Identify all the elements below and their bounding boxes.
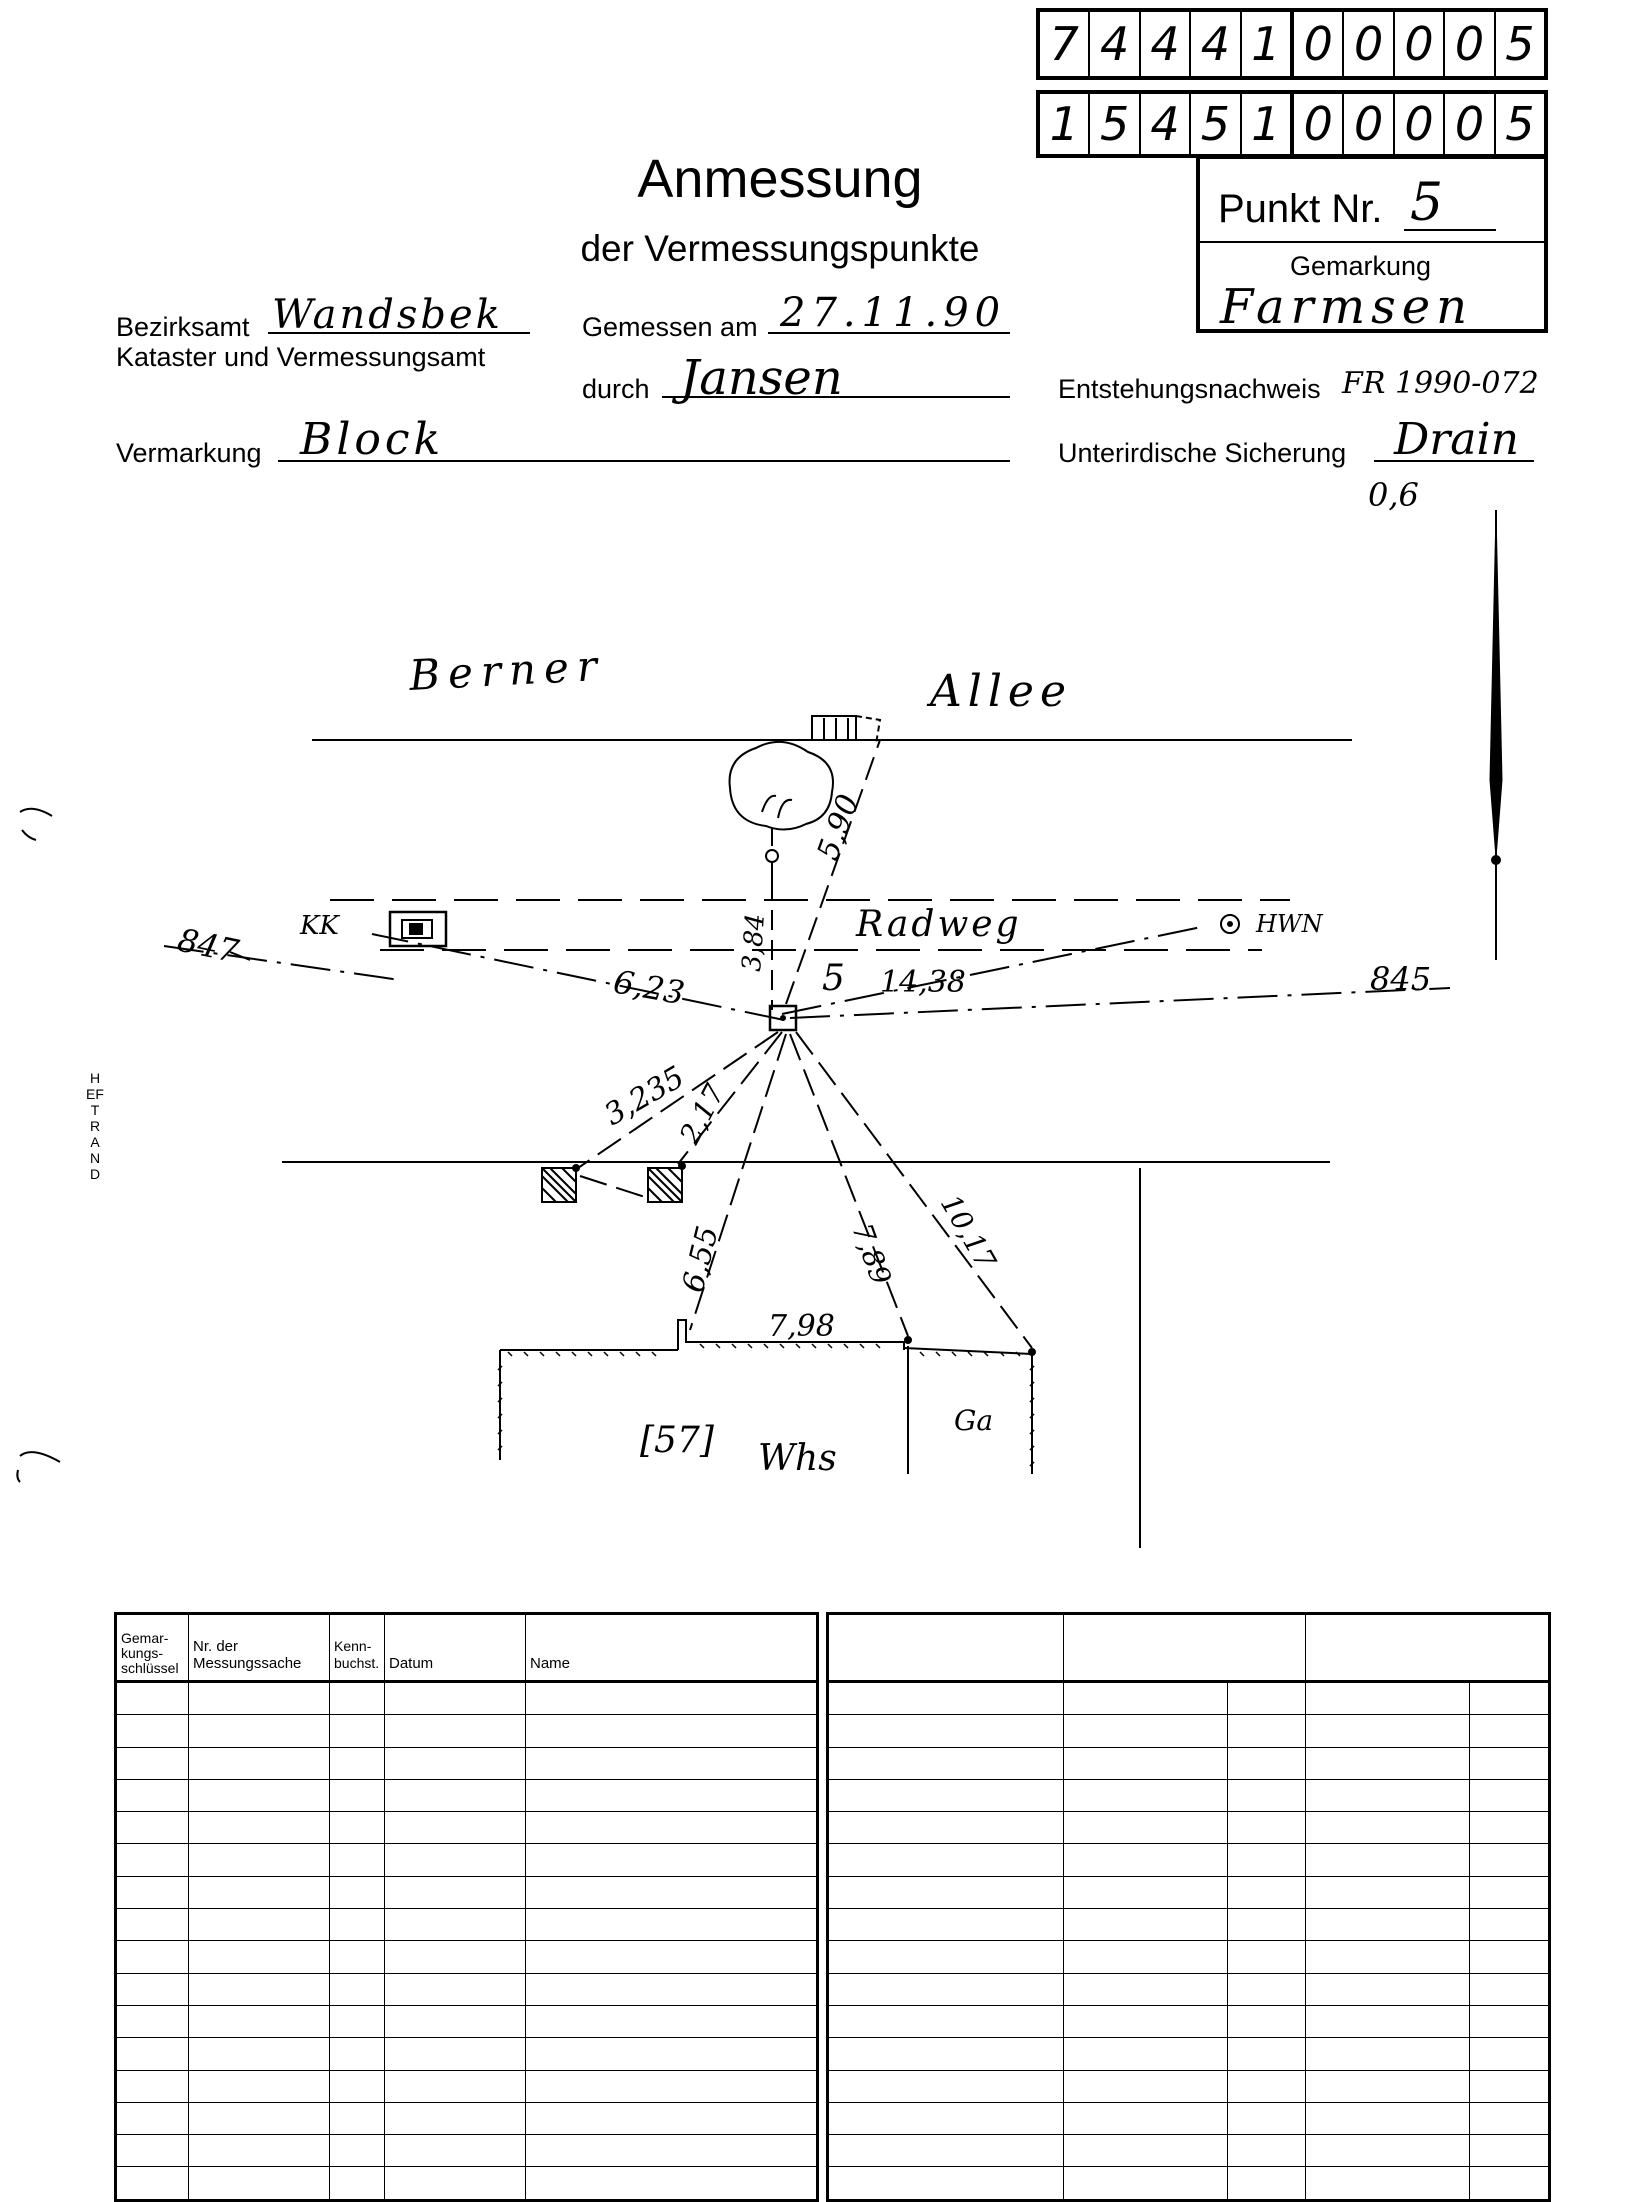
table-cell: [828, 1812, 1064, 1844]
table-cell: [828, 2102, 1064, 2134]
table-cell: [1306, 1973, 1470, 2005]
table-cell: [1306, 2005, 1470, 2037]
table-cell: [116, 1779, 189, 1811]
header-messungssache: [189, 1614, 330, 1682]
table-cell: [1306, 1715, 1470, 1747]
vermarkung-value: Block: [300, 414, 445, 465]
table-row: [828, 2167, 1550, 2200]
punkt-label: Punkt Nr.: [1218, 187, 1383, 231]
table-cell: [1470, 2135, 1550, 2167]
table-cell: [526, 1715, 818, 1747]
measure-623: 6,23: [610, 962, 688, 1013]
bezirksamt-label: Bezirksamt: [116, 312, 250, 342]
table-cell: [1306, 1682, 1470, 1715]
digit-cell: 0: [1290, 94, 1342, 154]
table-row: [116, 1715, 818, 1747]
table-cell: [1228, 1876, 1306, 1908]
table-cell: [189, 1715, 330, 1747]
table-cell: [526, 2005, 818, 2037]
table-cell: [189, 1941, 330, 1973]
table-cell: [116, 1812, 189, 1844]
table-cell: [1064, 2102, 1228, 2134]
table-cell: [526, 1747, 818, 1779]
digit-cell: 4: [1189, 12, 1239, 76]
table-cell: [828, 2167, 1064, 2200]
ga-label: Ga: [954, 1404, 994, 1437]
table-cell: [526, 2135, 818, 2167]
table-cell: [1470, 2005, 1550, 2037]
durch-label: durch: [582, 374, 650, 404]
table-cell: [1228, 2038, 1306, 2070]
table-cell: [828, 1876, 1064, 1908]
table-cell: [330, 1715, 385, 1747]
digit-cell: 4: [1088, 12, 1138, 76]
table-cell: [526, 1876, 818, 1908]
table-cell: [189, 2005, 330, 2037]
table-cell: [189, 2135, 330, 2167]
table-cell: [1470, 2167, 1550, 2200]
hdr3: Datum: [389, 1655, 434, 1672]
table-cell: [189, 2070, 330, 2102]
table-cell: [330, 1844, 385, 1876]
table-cell: [1470, 1941, 1550, 1973]
digit-cell: 5: [1088, 94, 1138, 154]
table-row: [116, 1909, 818, 1941]
table-row: [116, 1812, 818, 1844]
table-cell: [1228, 2167, 1306, 2200]
table-cell: [1228, 2102, 1306, 2134]
table-cell: [1064, 1973, 1228, 2005]
table-cell: [116, 1909, 189, 1941]
digit-cell: 0: [1393, 12, 1443, 76]
table-cell: [189, 1876, 330, 1908]
hdr4: Name: [530, 1655, 571, 1672]
digit-cell: 5: [1494, 12, 1544, 76]
table-cell: [1470, 2070, 1550, 2102]
table-cell: [1228, 1779, 1306, 1811]
table-cell: [1228, 1682, 1306, 1715]
table-cell: [116, 1973, 189, 2005]
gemessen-label: Gemessen am: [582, 312, 758, 342]
table-cell: [1470, 1909, 1550, 1941]
measure-789: 7,89: [845, 1219, 898, 1289]
table-cell: [116, 1941, 189, 1973]
table-cell: [116, 1747, 189, 1779]
measure-590: 5,90: [810, 789, 867, 865]
digit-cell: 7: [1049, 17, 1079, 71]
digit-cell: 0: [1342, 94, 1392, 154]
header-kennbuchst: [330, 1614, 385, 1682]
table-cell: [1306, 2102, 1470, 2134]
table-cell: [1064, 2038, 1228, 2070]
table-row: [828, 1715, 1550, 1747]
table-cell: [828, 1779, 1064, 1811]
table-cell: [526, 2102, 818, 2134]
table-cell: [1306, 1909, 1470, 1941]
hwn-label: HWN: [1256, 910, 1323, 938]
gemarkung-value: Farmsen: [1220, 279, 1474, 335]
table-cell: [1306, 1779, 1470, 1811]
table-cell: [1228, 2135, 1306, 2167]
table-cell: [828, 2038, 1064, 2070]
table-cell: [1306, 2070, 1470, 2102]
table-cell: [189, 2102, 330, 2134]
ref-845: 845: [1370, 960, 1432, 998]
whs-label: Whs: [758, 1438, 837, 1479]
table-cell: [385, 2005, 526, 2037]
table-cell: [330, 1941, 385, 1973]
street-name-right: Allee: [930, 666, 1072, 717]
measure-3235: 3,235: [598, 1059, 691, 1133]
table-cell: [116, 2070, 189, 2102]
table-cell: [526, 1779, 818, 1811]
table-row: [828, 1747, 1550, 1779]
header-right-3: [1306, 1614, 1550, 1682]
table-cell: [1470, 1876, 1550, 1908]
table-cell: [1470, 2038, 1550, 2070]
table-cell: [385, 1682, 526, 1715]
table-cell: [1228, 1973, 1306, 2005]
digit-cell: 1: [1049, 97, 1079, 151]
table-cell: [189, 1747, 330, 1779]
table-cell: [1470, 1747, 1550, 1779]
table-cell: [330, 1682, 385, 1715]
hdr2: Kenn- buchst.: [334, 1638, 380, 1671]
bezirksamt-value: Wandsbek: [272, 292, 503, 338]
table-cell: [330, 2135, 385, 2167]
table-cell: [828, 2005, 1064, 2037]
table-cell: [1306, 2038, 1470, 2070]
table-cell: [189, 1682, 330, 1715]
table-cell: [1064, 2135, 1228, 2167]
table-row: [828, 2070, 1550, 2102]
table-row: [116, 1747, 818, 1779]
table-cell: [385, 1715, 526, 1747]
table-cell: [385, 1844, 526, 1876]
table-cell: [330, 2005, 385, 2037]
table-row: [116, 2102, 818, 2134]
digit-cell: 5: [1494, 94, 1544, 154]
table-cell: [526, 1941, 818, 1973]
heftrand-label: HEFTRAND: [86, 1070, 104, 1182]
table-cell: [330, 1812, 385, 1844]
table-row: [116, 1941, 818, 1973]
measure-1438: 14,38: [880, 965, 966, 1000]
kataster-label: Kataster und Vermessungsamt: [116, 342, 486, 372]
table-cell: [189, 1812, 330, 1844]
table-cell: [526, 1909, 818, 1941]
table-cell: [385, 1779, 526, 1811]
measure-798: 7,98: [768, 1309, 835, 1344]
header-right-2: [1064, 1614, 1306, 1682]
table-cell: [116, 2102, 189, 2134]
street-name-left: Berner: [407, 640, 607, 700]
measure-1017: 10,17: [933, 1189, 1003, 1275]
table-cell: [526, 2038, 818, 2070]
table-cell: [385, 2135, 526, 2167]
header-gemarkungsschluessel: [116, 1614, 189, 1682]
table-cell: [385, 1941, 526, 1973]
table-row: [828, 1682, 1550, 1715]
table-cell: [189, 1779, 330, 1811]
table-cell: [828, 1973, 1064, 2005]
ref-847: 847: [174, 920, 242, 971]
table-row: [116, 2135, 818, 2167]
table-cell: [116, 2005, 189, 2037]
table-cell: [116, 2167, 189, 2200]
table-cell: [116, 2038, 189, 2070]
measure-655: 6,55: [675, 1222, 726, 1296]
table-row: [828, 1779, 1550, 1811]
table-cell: [1470, 1844, 1550, 1876]
table-cell: [330, 2102, 385, 2134]
table-row: [828, 2005, 1550, 2037]
measure-384: 3,84: [737, 912, 772, 973]
table-cell: [330, 1973, 385, 2005]
table-cell: [1228, 1844, 1306, 1876]
table-row: [828, 2102, 1550, 2134]
punkt-value: 5: [1410, 173, 1444, 233]
table-cell: [828, 2070, 1064, 2102]
table-cell: [1228, 1812, 1306, 1844]
table-cell: [828, 1747, 1064, 1779]
gemarkung-label: Gemarkung: [1290, 251, 1432, 281]
gemessen-value: 27.11.90: [780, 290, 1007, 336]
digit-cell: 4: [1139, 94, 1189, 154]
page-title: Anmessung: [637, 149, 923, 209]
header-right-1: [828, 1614, 1064, 1682]
table-cell: [1306, 1876, 1470, 1908]
table-cell: [330, 2070, 385, 2102]
digit-cell: 1: [1240, 94, 1290, 154]
table-cell: [828, 1909, 1064, 1941]
digit-cell: 0: [1393, 94, 1443, 154]
table-cell: [116, 1876, 189, 1908]
table-cell: [330, 1779, 385, 1811]
table-cell: [1470, 2102, 1550, 2134]
table-cell: [385, 1812, 526, 1844]
table-row: [116, 1876, 818, 1908]
table-row: [828, 1909, 1550, 1941]
table-row: [828, 2038, 1550, 2070]
digit-cell: 0: [1290, 12, 1342, 76]
table-cell: [385, 2167, 526, 2200]
entstehung-label: Entstehungsnachweis: [1058, 374, 1321, 404]
table-row: [116, 2167, 818, 2200]
table-cell: [1228, 2005, 1306, 2037]
table-cell: [1064, 1876, 1228, 1908]
digit-cell: 0: [1443, 94, 1493, 154]
table-cell: [385, 1876, 526, 1908]
table-cell: [189, 2038, 330, 2070]
table-cell: [526, 1812, 818, 1844]
table-cell: [828, 1715, 1064, 1747]
table-cell: [1470, 1715, 1550, 1747]
table-cell: [1064, 1747, 1228, 1779]
table-cell: [828, 2135, 1064, 2167]
table-cell: [385, 2038, 526, 2070]
table-cell: [330, 1747, 385, 1779]
page-subtitle: der Vermessungspunkte: [580, 228, 980, 269]
table-cell: [828, 1941, 1064, 1973]
vermarkung-label: Vermarkung: [116, 438, 262, 468]
table-cell: [1470, 1812, 1550, 1844]
table-row: [116, 1844, 818, 1876]
table-cell: [1306, 1747, 1470, 1779]
table-cell: [116, 1844, 189, 1876]
table-row: [828, 1876, 1550, 1908]
kk-label: KK: [300, 911, 339, 941]
table-cell: [1306, 2167, 1470, 2200]
sicherung-label: Unterirdische Sicherung: [1058, 438, 1347, 468]
table-cell: [1064, 2070, 1228, 2102]
table-row: [828, 1941, 1550, 1973]
table-cell: [116, 1715, 189, 1747]
table-row: [116, 2070, 818, 2102]
table-row: [828, 1812, 1550, 1844]
table-cell: [189, 2167, 330, 2200]
table-cell: [189, 1844, 330, 1876]
table-cell: [1064, 1941, 1228, 1973]
table-cell: [116, 2135, 189, 2167]
table-cell: [1470, 1973, 1550, 2005]
record-table-right: [826, 1612, 1551, 2202]
table-cell: [1470, 1682, 1550, 1715]
table-cell: [828, 1682, 1064, 1715]
table-cell: [330, 1909, 385, 1941]
table-cell: [828, 1844, 1064, 1876]
table-cell: [1228, 1941, 1306, 1973]
table-cell: [1064, 1715, 1228, 1747]
table-cell: [385, 1973, 526, 2005]
table-cell: [1306, 2135, 1470, 2167]
table-cell: [189, 1909, 330, 1941]
table-cell: [385, 1747, 526, 1779]
table-cell: [330, 1876, 385, 1908]
digit-cell: 4: [1139, 12, 1189, 76]
table-cell: [385, 1909, 526, 1941]
table-row: [828, 2135, 1550, 2167]
digit-cell: 1: [1240, 12, 1290, 76]
table-cell: [1064, 1844, 1228, 1876]
durch-value: Jansen: [680, 350, 843, 406]
table-cell: [526, 2070, 818, 2102]
table-cell: [1228, 1909, 1306, 1941]
record-table-left: [114, 1612, 819, 2202]
hdr1: Nr. der Messungssache: [193, 1638, 302, 1672]
header-name: [526, 1614, 818, 1682]
table-cell: [1228, 1747, 1306, 1779]
table-cell: [1470, 1779, 1550, 1811]
sicherung-depth: 0,6: [1368, 476, 1419, 514]
table-cell: [330, 2167, 385, 2200]
table-cell: [1064, 2167, 1228, 2200]
table-cell: [1064, 1909, 1228, 1941]
table-cell: [116, 1682, 189, 1715]
table-cell: [189, 1973, 330, 2005]
digit-cell: 0: [1342, 12, 1392, 76]
table-cell: [526, 1973, 818, 2005]
table-cell: [385, 2102, 526, 2134]
house-number: [57]: [640, 1420, 714, 1461]
table-row: [116, 2038, 818, 2070]
table-cell: [330, 2038, 385, 2070]
table-cell: [1228, 2070, 1306, 2102]
table-row: [116, 1682, 818, 1715]
digit-cell: 5: [1189, 94, 1239, 154]
sicherung-value: Drain: [1394, 414, 1519, 465]
table-row: [116, 1779, 818, 1811]
measure-217: 2,17: [673, 1078, 732, 1150]
table-cell: [385, 2070, 526, 2102]
radweg-label: Radweg: [856, 904, 1022, 945]
table-cell: [1064, 1812, 1228, 1844]
header-datum: [385, 1614, 526, 1682]
table-cell: [526, 1682, 818, 1715]
point-5-label: 5: [822, 958, 845, 999]
table-row: [116, 1973, 818, 2005]
table-cell: [1306, 1844, 1470, 1876]
table-cell: [1306, 1941, 1470, 1973]
table-row: [828, 1973, 1550, 2005]
table-cell: [1228, 1715, 1306, 1747]
table-row: [116, 2005, 818, 2037]
hdr0: Gemar- kungs- schlüssel: [121, 1630, 179, 1676]
table-cell: [1064, 1779, 1228, 1811]
table-cell: [526, 2167, 818, 2200]
table-row: [828, 1844, 1550, 1876]
table-cell: [526, 1844, 818, 1876]
table-cell: [1306, 1812, 1470, 1844]
table-cell: [1064, 1682, 1228, 1715]
entstehung-value: FR 1990-072: [1342, 366, 1539, 401]
table-cell: [1064, 2005, 1228, 2037]
digit-cell: 0: [1443, 12, 1493, 76]
